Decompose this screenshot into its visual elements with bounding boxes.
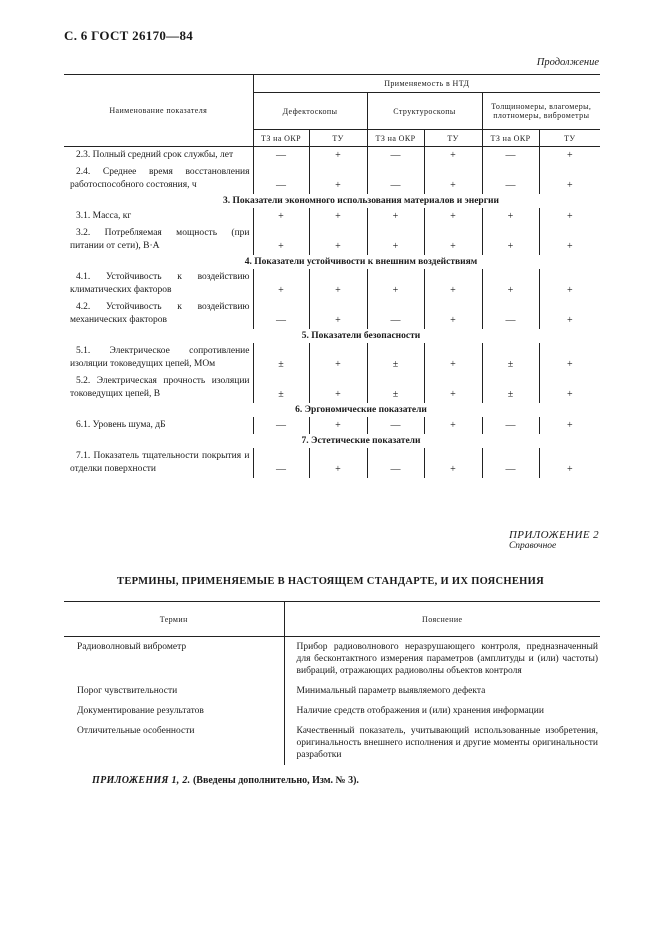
indicator-name-header: Наименование показателя (64, 75, 253, 147)
section-row (64, 255, 600, 269)
applicability-mark: + (424, 373, 482, 403)
applicability-mark: + (539, 225, 600, 255)
applicability-mark: + (424, 343, 482, 373)
applicability-mark: + (309, 225, 367, 255)
applicability-mark: + (424, 269, 482, 299)
term: Порог чувствительности (77, 686, 178, 696)
term-explanation: Наличие средств отображения и (или) хранения информации (284, 701, 600, 721)
appendix-block (509, 529, 599, 551)
applicability-mark: + (367, 269, 424, 299)
indicator-name: 2.3. Полный средний срок службы, лет (76, 150, 234, 160)
applicability-mark: ± (482, 373, 539, 403)
applicability-mark: + (309, 448, 367, 478)
applicability-mark: + (309, 208, 367, 225)
table-row (64, 269, 600, 299)
applicability-mark: — (253, 448, 309, 478)
indicator-cell (64, 448, 253, 478)
indicator-cell (64, 343, 253, 373)
terms-table (64, 601, 600, 765)
applicability-table-body (64, 147, 600, 479)
indicator-name: 5.2. Электрическая прочность изоляции токоведущих цепей, В (70, 376, 250, 399)
applicability-mark: + (539, 269, 600, 299)
applicability-mark: + (539, 299, 600, 329)
term-header: Термин (64, 602, 284, 637)
indicator-name: 6.1. Уровень шума, дБ (76, 420, 166, 430)
applicability-mark: — (482, 147, 539, 165)
leaf-header: ТУ (309, 130, 367, 147)
applicability-mark: + (367, 225, 424, 255)
applicability-mark: + (253, 225, 309, 255)
applicability-mark: + (539, 343, 600, 373)
applicability-mark: + (539, 448, 600, 478)
table-row (64, 343, 600, 373)
applicability-mark: + (424, 299, 482, 329)
indicator-cell (64, 417, 253, 434)
applicability-mark: — (253, 417, 309, 434)
term: Документирование результатов (77, 706, 204, 716)
appendix-type: Справочное (508, 541, 557, 551)
footnote (92, 775, 359, 786)
table-row (64, 147, 600, 165)
applicability-mark: ± (253, 373, 309, 403)
table-row (64, 681, 600, 701)
table-row (64, 208, 600, 225)
indicator-name: 4.1. Устойчивость к воздействию климатических факторов (70, 272, 250, 295)
section-row (64, 403, 600, 417)
applicability-mark: + (309, 269, 367, 299)
term-explanation: Минимальный параметр выявляемого дефекта (284, 681, 600, 701)
term-explanation: Прибор радиоволнового неразрушающего контроля, предназначенный для бесконтактного измерения параметров (амплитуды и (или) частоты) вибраций, отражающих радиоволны объектов контроля (284, 637, 600, 682)
section-row (64, 194, 600, 208)
applicability-mark: + (309, 164, 367, 194)
applicability-mark: — (482, 164, 539, 194)
applicability-mark: — (367, 448, 424, 478)
applicability-mark: + (482, 208, 539, 225)
footnote-label: ПРИЛОЖЕНИЯ 1, 2. (92, 775, 191, 786)
applicability-mark: + (539, 208, 600, 225)
applicability-mark: ± (253, 343, 309, 373)
indicator-cell (64, 164, 253, 194)
applicability-mark: — (253, 164, 309, 194)
section-title: 7. Эстетические показатели (301, 436, 421, 446)
applicability-mark: + (309, 373, 367, 403)
applicability-mark: — (253, 299, 309, 329)
indicator-cell (64, 373, 253, 403)
applicability-mark: + (424, 147, 482, 165)
sub-header-structuroscopes: Структуроскопы (367, 93, 482, 130)
applicability-mark: + (539, 373, 600, 403)
sub-header-defectoscopes: Дефектоскопы (253, 93, 367, 130)
table-row (64, 448, 600, 478)
table-row (64, 373, 600, 403)
applicability-mark: + (482, 225, 539, 255)
applicability-mark: — (367, 417, 424, 434)
applicability-mark: ± (367, 343, 424, 373)
indicator-name: 3.1. Масса, кг (76, 211, 132, 221)
applicability-mark: + (539, 147, 600, 165)
table-row (64, 225, 600, 255)
section-title: 6. Эргономические показатели (295, 405, 427, 415)
applicability-mark: ± (482, 343, 539, 373)
table-row (64, 417, 600, 434)
applicability-mark: — (482, 299, 539, 329)
terms-title: ТЕРМИНЫ, ПРИМЕНЯЕМЫЕ В НАСТОЯЩЕМ СТАНДАРТЕ, И ИХ ПОЯСНЕНИЯ (117, 576, 544, 587)
term-explanation: Качественный показатель, учитывающий использованные изобретения, оригинальность внешнего исполнения и другие моменты оригинальности разработки (284, 721, 600, 765)
applicability-mark: + (424, 448, 482, 478)
applicability-mark: — (367, 299, 424, 329)
applicability-mark: — (367, 164, 424, 194)
applicability-mark: + (367, 208, 424, 225)
table-row (64, 701, 600, 721)
indicator-cell (64, 299, 253, 329)
leaf-header: ТУ (539, 130, 600, 147)
section-title: 5. Показатели безопасности (301, 331, 421, 341)
leaf-header: ТУ (424, 130, 482, 147)
applicability-mark: ± (367, 373, 424, 403)
applicability-mark: + (539, 417, 600, 434)
applicability-mark: + (253, 269, 309, 299)
applicability-mark: + (424, 417, 482, 434)
applicability-mark: + (424, 164, 482, 194)
continuation-label: Продолжение (536, 57, 599, 68)
applicability-table (64, 74, 600, 478)
applicability-mark: + (539, 164, 600, 194)
applicability-mark: — (482, 448, 539, 478)
section-title: 3. Показатели экономного использования материалов и энергии (223, 196, 499, 206)
section-row (64, 329, 600, 343)
indicator-name: 2.4. Среднее время восстановления работоспособного состояния, ч (70, 167, 250, 190)
applicability-mark: + (253, 208, 309, 225)
leaf-header: ТЗ на ОКР (482, 130, 539, 147)
indicator-cell (64, 225, 253, 255)
indicator-name: 7.1. Показатель тщательности покрытия и отделки поверхности (70, 451, 250, 474)
applicability-mark: — (367, 147, 424, 165)
table-row (64, 637, 600, 682)
applicability-mark: — (253, 147, 309, 165)
indicator-cell (64, 269, 253, 299)
indicator-cell (64, 147, 253, 165)
explanation-header: Пояснение (284, 602, 600, 637)
term: Отличительные особенности (77, 726, 195, 736)
page-header: С. 6 ГОСТ 26170—84 (64, 28, 194, 43)
applicability-mark: + (424, 225, 482, 255)
indicator-name: 3.2. Потребляемая мощность (при питании от сети), В·А (70, 228, 250, 251)
term: Радиоволновый виброметр (77, 642, 187, 652)
applicability-group-header: Применяемость в НТД (253, 75, 600, 93)
table-row (64, 164, 600, 194)
applicability-mark: + (309, 343, 367, 373)
applicability-mark: + (482, 269, 539, 299)
footnote-text: (Введены дополнительно, Изм. № 3). (192, 775, 359, 786)
applicability-mark: + (424, 208, 482, 225)
section-title: 4. Показатели устойчивости к внешним воздействиям (244, 257, 478, 267)
applicability-mark: + (309, 147, 367, 165)
applicability-mark: — (482, 417, 539, 434)
indicator-name: 5.1. Электрическое сопротивление изоляции токоведущих цепей, МОм (70, 346, 250, 369)
applicability-mark: + (309, 417, 367, 434)
terms-table-body (64, 637, 600, 766)
leaf-header: ТЗ на ОКР (253, 130, 309, 147)
leaf-header: ТЗ на ОКР (367, 130, 424, 147)
indicator-name: 4.2. Устойчивость к воздействию механических факторов (70, 302, 250, 325)
appendix-label: ПРИЛОЖЕНИЕ 2 (508, 529, 599, 541)
sub-header-thickness-gauges: Толщиномеры, влагомеры, плотномеры, виброметры (482, 93, 600, 130)
section-row (64, 434, 600, 448)
applicability-mark: + (309, 299, 367, 329)
table-row (64, 299, 600, 329)
table-row (64, 721, 600, 765)
indicator-cell (64, 208, 253, 225)
